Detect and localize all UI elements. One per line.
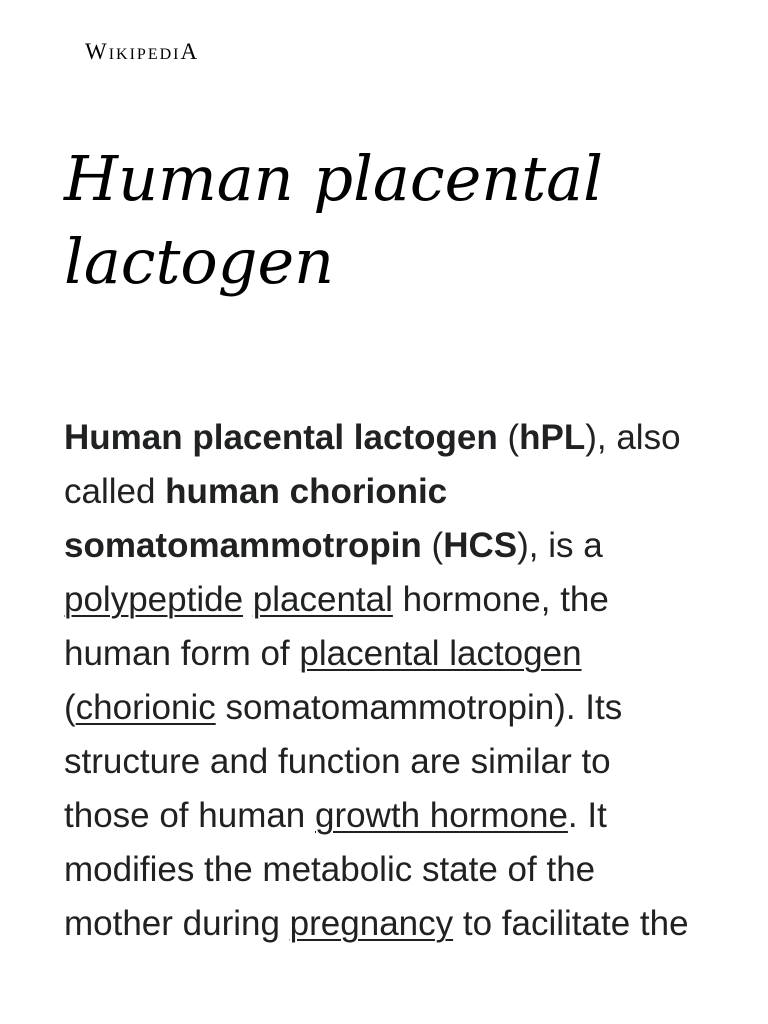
term-human-chorionic-somatomammotropin: human chorionic somatomammotropin — [64, 472, 448, 565]
lead-text: . It modifies the metabolic state of the mother during — [64, 796, 607, 943]
link-placental-lactogen[interactable]: placental lactogen — [299, 634, 582, 673]
lead-text: ), also called — [64, 418, 681, 511]
page-title: Human placental lactogen — [64, 142, 603, 298]
lead-text: somatomammotropin). Its structure and function are similar to those of human — [64, 688, 623, 835]
lead-text: to facilitate the — [453, 904, 689, 943]
term-hpl: hPL — [519, 418, 586, 457]
term-hcs: HCS — [443, 526, 518, 565]
lead-text: ( — [497, 418, 520, 457]
site-header — [0, 0, 768, 80]
link-chorionic[interactable]: chorionic — [75, 688, 216, 727]
lead-text: hormone, the human form of — [64, 580, 609, 673]
link-growth-hormone[interactable]: growth hormone — [315, 796, 568, 835]
lead-text: ( — [64, 688, 76, 727]
wikipedia-logo[interactable]: WikipediA — [85, 39, 200, 64]
link-placental[interactable]: placental — [252, 580, 393, 619]
term-human-placental-lactogen: Human placental lactogen — [64, 418, 498, 457]
lead-text — [243, 580, 253, 619]
lead-paragraph — [64, 411, 697, 951]
article — [0, 80, 768, 1024]
link-polypeptide[interactable]: polypeptide — [64, 580, 244, 619]
link-pregnancy[interactable]: pregnancy — [289, 904, 454, 943]
lead-text: ( — [421, 526, 444, 565]
lead-text: ), is a — [517, 526, 603, 565]
